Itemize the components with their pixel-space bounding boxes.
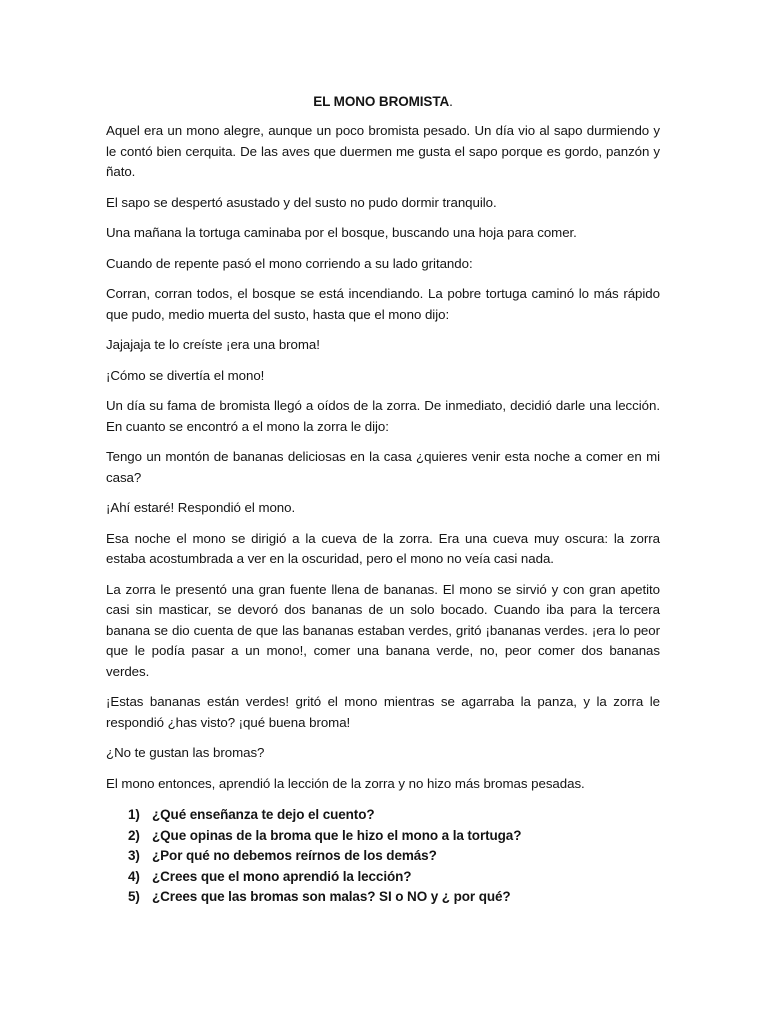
story-paragraph: La zorra le presentó una gran fuente llena de bananas. El mono se sirvió y con gran apetito casi sin masticar, se devoró dos bananas de un solo bocado. Cuando iba para la tercera banana se dio cuenta de que las bananas estaban verdes, gritó ¡bananas verdes. ¡era lo peor que le podía pasar a un mono!, comer una banana verde, no, peor comer dos bananas verdes.	[106, 581, 660, 679]
title-period: .	[449, 94, 453, 109]
story-body	[106, 121, 660, 794]
story-paragraph: El sapo se despertó asustado y del susto no pudo dormir tranquilo.	[106, 194, 497, 210]
question-text: ¿Crees que el mono aprendió la lección?	[152, 868, 412, 884]
story-paragraph: Esa noche el mono se dirigió a la cueva de la zorra. Era una cueva muy oscura: la zorra estaba acostumbrada a ver en la oscuridad, pero el mono no veía casi nada.	[106, 530, 660, 566]
question-item	[128, 887, 660, 908]
story-paragraph: ¡Cómo se divertía el mono!	[106, 367, 265, 383]
question-number: 4)	[128, 868, 140, 884]
document-title	[106, 93, 660, 111]
question-text: ¿Que opinas de la broma que le hizo el mono a la tortuga?	[152, 827, 522, 843]
document-page	[106, 93, 660, 908]
story-paragraph: Jajajaja te lo creíste ¡era una broma!	[106, 337, 320, 352]
title-text: EL MONO BROMISTA	[313, 94, 450, 109]
question-item	[128, 846, 660, 867]
question-number: 2)	[128, 827, 140, 843]
story-paragraph: Un día su fama de bromista llegó a oídos de la zorra. De inmediato, decidió darle una lección. En cuanto se encontró a el mono la zorra le dijo:	[106, 398, 660, 434]
story-paragraph: Aquel era un mono alegre, aunque un poco bromista pesado. Un día vio al sapo durmiendo y le contó bien cerquita. De las aves que duermen me gusta el sapo porque es gordo, panzón y ñato.	[106, 123, 660, 179]
story-paragraph: El mono entonces, aprendió la lección de la zorra y no hizo más bromas pesadas.	[106, 775, 585, 791]
question-item	[128, 826, 660, 847]
story-paragraph: ¡Estas bananas están verdes! gritó el mono mientras se agarraba la panza, y la zorra le respondió ¿has visto? ¡qué buena broma!	[106, 694, 660, 730]
story-paragraph: Tengo un montón de bananas deliciosas en la casa ¿quieres venir esta noche a comer en mi casa?	[106, 449, 660, 485]
question-list	[106, 805, 660, 908]
question-text: ¿Por qué no debemos reírnos de los demás?	[152, 848, 437, 864]
story-paragraph: Corran, corran todos, el bosque se está incendiando. La pobre tortuga caminó lo más rápido que pudo, medio muerta del susto, hasta que el mono dijo:	[106, 286, 660, 322]
question-number: 3)	[128, 848, 140, 864]
story-paragraph: ¿No te gustan las bromas?	[106, 745, 265, 760]
question-text: ¿Crees que las bromas son malas? SI o NO y ¿ por qué?	[152, 889, 511, 905]
story-paragraph: Cuando de repente pasó el mono corriendo a su lado gritando:	[106, 255, 473, 271]
story-paragraph: ¡Ahí estaré! Respondió el mono.	[106, 500, 296, 515]
question-item	[128, 867, 660, 888]
question-number: 5)	[128, 889, 140, 905]
question-text: ¿Qué enseñanza te dejo el cuento?	[152, 807, 375, 822]
story-paragraph: Una mañana la tortuga caminaba por el bosque, buscando una hoja para comer.	[106, 225, 577, 240]
question-number: 1)	[128, 807, 140, 822]
question-item	[128, 805, 660, 826]
